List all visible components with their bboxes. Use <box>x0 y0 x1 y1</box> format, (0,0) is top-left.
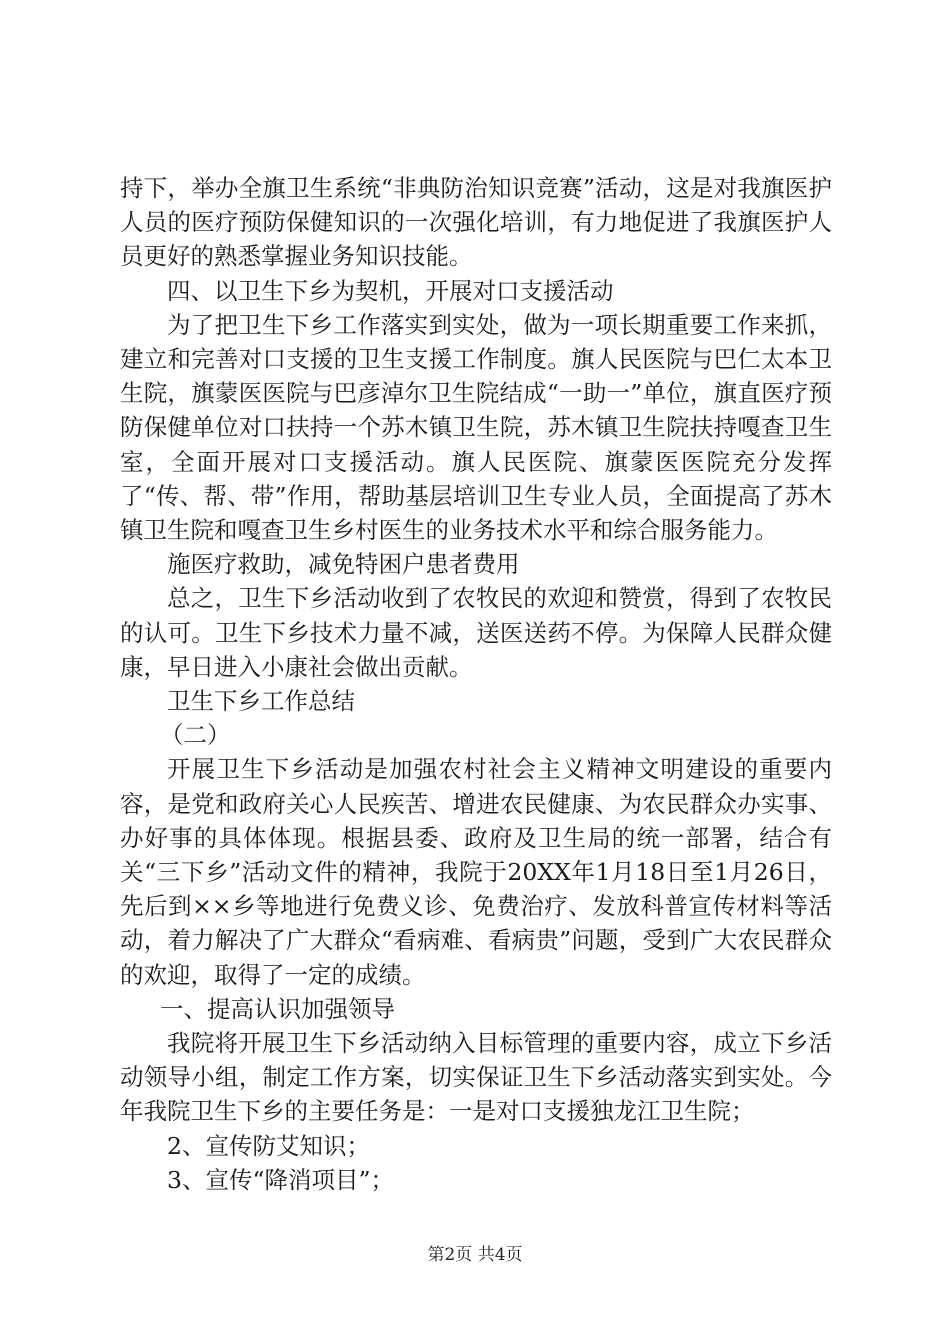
list-item-three: 3、宣传“降消项目”； <box>167 1165 394 1194</box>
paragraph-relief: 施医疗救助，减免特困户患者费用 <box>167 550 520 579</box>
document-body <box>120 171 832 1197</box>
paragraph-continuation: 持下，举办全旗卫生系统“非典防治知识竞赛”活动，这是对我旗医护人员的医疗预防保健知识的一次强化培训，有力地促进了我旗医护人员更好的熟悉掌握业务知识技能。 <box>120 174 832 271</box>
paragraph-support: 为了把卫生下乡工作落实到实处，做为一项长期重要工作来抓，建立和完善对口支援的卫生支援工作制度。旗人民医院与巴仁太本卫生院，旗蒙医医院与巴彦淖尔卫生院结成“一助一”单位，旗直医疗预防保健单位对口扶持一个苏木镇卫生院，苏木镇卫生院扶持嘎查卫生室，全面开展对口支援活动。旗人民医院、旗蒙医医院充分发挥了“传、帮、带”作用，帮助基层培训卫生专业人员，全面提高了苏木镇卫生院和嘎查卫生乡村医生的业务技术水平和综合服务能力。 <box>120 310 832 545</box>
paragraph-summary: 总之，卫生下乡活动收到了农牧民的欢迎和赞赏，得到了农牧民的认可。卫生下乡技术力量不减，送医送药不停。为保障人民群众健康，早日进入小康社会做出贡献。 <box>120 584 832 681</box>
section-heading-one: 一、提高认识加强领导 <box>160 994 395 1023</box>
paragraph-leadership: 我院将开展卫生下乡活动纳入目标管理的重要内容，成立下乡活动领导小组，制定工作方案，切实保证卫生下乡活动落实到实处。今年我院卫生下乡的主要任务是：一是对口支援独龙江卫生院； <box>120 1029 832 1126</box>
list-item-two: 2、宣传防艾知识； <box>167 1131 370 1160</box>
document-title: 卫生下乡工作总结 <box>167 687 355 716</box>
page-footer: 第2页 共4页 <box>427 1245 523 1265</box>
section-heading-four: 四、以卫生下乡为契机，开展对口支援活动 <box>167 276 614 305</box>
paragraph-intro: 开展卫生下乡活动是加强农村社会主义精神文明建设的重要内容，是党和政府关心人民疾苦、增进农民健康、为农民群众办实事、办好事的具体体现。根据县委、政府及卫生局的统一部署，结合有关“三下乡”活动文件的精神，我院于20XX年1月18日至1月26日，先后到××乡等地进行免费义诊、免费治疗、发放科普宣传材料等活动，着力解决了广大群众“看病难、看病贵”问题，受到广大农民群众的欢迎，取得了一定的成绩。 <box>120 755 832 989</box>
document-subtitle: （二） <box>160 721 231 750</box>
